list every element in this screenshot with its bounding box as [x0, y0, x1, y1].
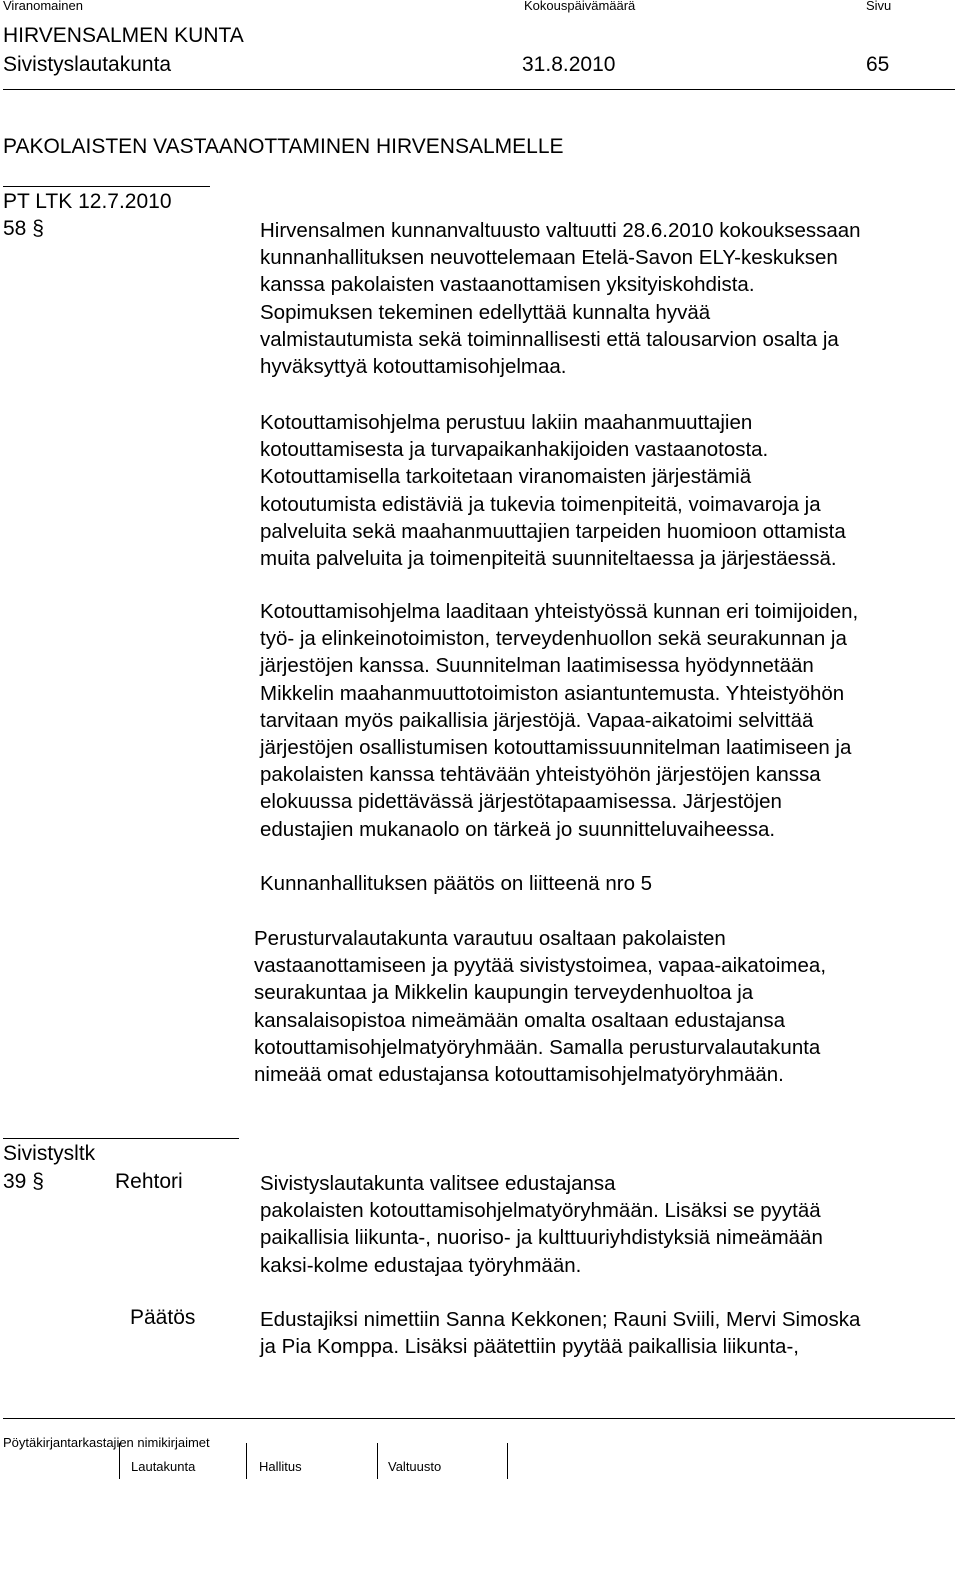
section-rule: [3, 1138, 239, 1139]
attachment-note: Kunnanhallituksen päätös on liitteenä nro 5: [260, 872, 653, 895]
paragraph: [260, 217, 861, 380]
text-line: valmistautumista sekä toiminnallisesti että talousarvion osalta ja: [260, 327, 839, 351]
text-line: kanssa pakolaisten vastaanottamisen yksityiskohdista.: [260, 273, 755, 297]
paragraph: [254, 925, 826, 1088]
initials-label: Pöytäkirjantarkastajien nimikirjaimet: [3, 1435, 210, 1450]
text-line: Kotouttamisohjelma laaditaan yhteistyössä kunnan eri toimijoiden,: [260, 600, 859, 623]
header-rule: [3, 89, 955, 90]
text-line: hyväksyttyä kotouttamisohjelmaa.: [260, 355, 567, 379]
text-line: Kotouttamisella tarkoitetaan viranomaisten järjestämiä: [260, 465, 752, 489]
section-number: 58 §: [3, 217, 44, 240]
text-line: kaksi-kolme edustajaa työryhmään.: [260, 1253, 582, 1277]
signature-box-divider: [377, 1443, 378, 1479]
footer-box-government: Hallitus: [259, 1459, 302, 1474]
header-authority-label: Viranomainen: [3, 0, 83, 13]
text-line: seurakuntaa ja Mikkelin kaupungin terveydenhuoltoa ja: [254, 981, 754, 1005]
meeting-date: 31.8.2010: [522, 53, 616, 76]
text-line: edustajien mukanaolo on tärkeä jo suunnitteluvaiheessa.: [260, 817, 776, 841]
section-rule: [3, 186, 210, 187]
text-line: vastaanottamiseen ja pyytää sivistystoimea, vapaa-aikatoimea,: [254, 954, 827, 978]
signature-box-divider: [507, 1443, 508, 1479]
signature-box-divider: [246, 1443, 247, 1479]
paragraph: [260, 409, 846, 572]
section-number: 39 §: [3, 1170, 44, 1193]
text-line: Perusturvalautakunta varautuu osaltaan pakolaisten: [254, 927, 726, 950]
text-line: muita palveluita ja toimenpiteitä suunniteltaessa ja järjestäessä.: [260, 547, 837, 571]
text-line: järjestöjen kanssa. Suunnitelman laatimisessa hyödynnetään: [260, 654, 814, 678]
text-line: ja Pia Komppa. Lisäksi päätettiin pyytää paikallisia liikunta-,: [260, 1335, 799, 1359]
text-line: nimeää omat edustajansa kotouttamisohjelmatyöryhmään.: [254, 1063, 784, 1087]
page-number: 65: [866, 53, 890, 76]
text-line: elokuussa pidettävässä järjestötapaamisessa. Järjestöjen: [260, 790, 782, 814]
text-line: järjestöjen osallistumisen kotouttamissuunnitelman laatimiseen ja: [260, 736, 852, 760]
text-line: paikallisia liikunta-, nuoriso- ja kulttuuriyhdistyksiä nimeämään: [260, 1226, 823, 1250]
section-ref: PT LTK 12.7.2010: [3, 190, 172, 213]
proposal-paragraph: [260, 1170, 823, 1279]
presenter-label: Rehtori: [115, 1170, 183, 1193]
decision-paragraph: [260, 1306, 860, 1360]
board-name: Sivistyslautakunta: [3, 53, 172, 76]
text-line: Mikkelin maahanmuuttotoimiston asiantuntemusta. Yhteistyöhön: [260, 681, 845, 705]
text-line: Hirvensalmen kunnanvaltuusto valtuutti 28.6.2010 kokouksessaan: [260, 219, 861, 242]
text-line: Sivistyslautakunta valitsee edustajansa: [260, 1172, 616, 1195]
text-line: kotouttamisohjelmatyöryhmään. Samalla perusturvalautakunta: [254, 1035, 821, 1059]
section-ref: Sivistysltk: [3, 1142, 96, 1165]
paragraph: [260, 598, 858, 843]
text-line: Kotouttamisohjelma perustuu lakiin maahanmuuttajien: [260, 411, 753, 434]
document-title: PAKOLAISTEN VASTAANOTTAMINEN HIRVENSALMELLE: [3, 135, 564, 158]
text-line: kotoutumista edistäviä ja tukevia toimenpiteitä, voimavaroja ja: [260, 492, 821, 516]
footer-box-council: Valtuusto: [388, 1459, 442, 1474]
text-line: työ- ja elinkeinotoimiston, terveydenhuollon sekä seurakunnan ja: [260, 627, 847, 651]
text-line: Edustajiksi nimettiin Sanna Kekkonen; Rauni Sviili, Mervi Simoska: [260, 1308, 861, 1331]
header-date-label: Kokouspäivämäärä: [524, 0, 636, 13]
text-line: Sopimuksen tekeminen edellyttää kunnalta hyvää: [260, 300, 711, 324]
municipality-name: HIRVENSALMEN KUNTA: [3, 24, 244, 47]
decision-label: Päätös: [130, 1306, 196, 1329]
text-line: kansalaisopistoa nimeämään omalta osaltaan edustajansa: [254, 1008, 786, 1032]
text-line: kunnanhallituksen neuvottelemaan Etelä-Savon ELY-keskuksen: [260, 246, 838, 270]
text-line: palveluita sekä maahanmuuttajien tarpeiden huomioon ottamista: [260, 519, 846, 543]
text-line: pakolaisten kotouttamisohjelmatyöryhmään. Lisäksi se pyytää: [260, 1199, 821, 1223]
text-line: tarvitaan myös paikallisia järjestöjä. Vapaa-aikatoimi selvittää: [260, 708, 814, 732]
header-page-label: Sivu: [866, 0, 892, 13]
text-line: kotouttamisesta ja turvapaikanhakijoiden vastaanotosta.: [260, 438, 769, 462]
footer-rule: [3, 1418, 955, 1419]
text-line: pakolaisten kanssa tehtävään yhteistyöhön järjestöjen kanssa: [260, 763, 821, 787]
signature-box-divider: [119, 1443, 120, 1479]
footer-box-board: Lautakunta: [131, 1459, 196, 1474]
